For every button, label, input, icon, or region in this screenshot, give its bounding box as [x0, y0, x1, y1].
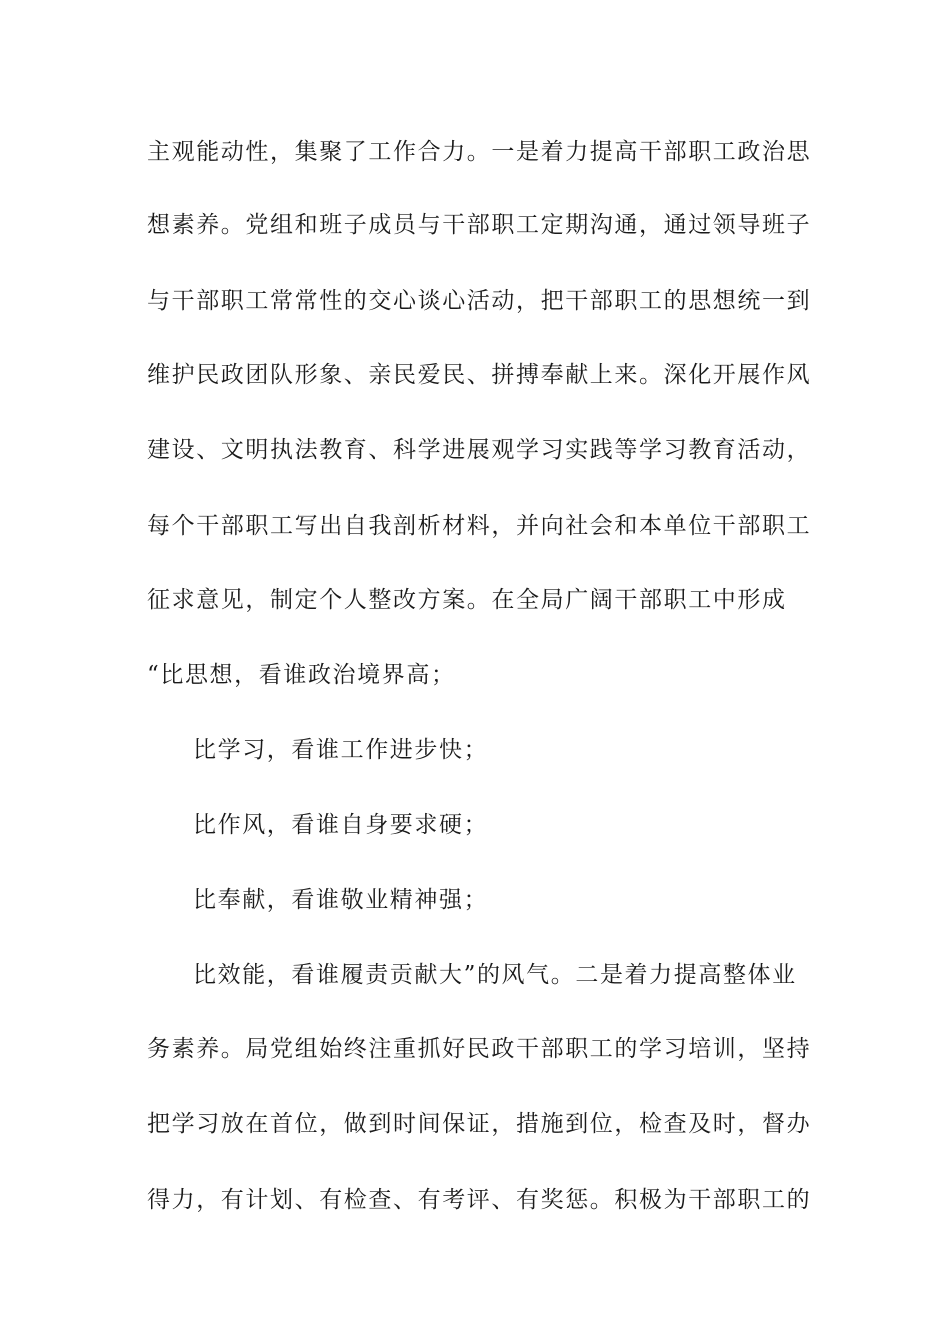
text-line-13: 务素养。局党组始终注重抓好民政干部职工的学习培训，坚持	[147, 1036, 812, 1062]
text-line-10: 比作风，看谁自身要求硬；	[193, 812, 489, 838]
text-line-15: 得力，有计划、有检查、有考评、有奖惩。积极为干部职工的	[147, 1187, 812, 1213]
text-line-14: 把学习放在首位，做到时间保证，措施到位，检查及时，督办	[147, 1111, 812, 1137]
text-line-5: 建设、文明执法教育、科学进展观学习实践等学习教育活动，	[147, 437, 812, 463]
text-line-6: 每个干部职工写出自我剖析材料，并向社会和本单位干部职工	[147, 513, 812, 539]
text-line-8: “比思想，看谁政治境界高；	[147, 662, 456, 688]
text-line-4: 维护民政团队形象、亲民爱民、拼搏奉献上来。深化开展作风	[147, 362, 812, 388]
text-line-2: 想素养。党组和班子成员与干部职工定期沟通，通过领导班子	[147, 212, 812, 238]
text-line-3: 与干部职工常常性的交心谈心活动，把干部职工的思想统一到	[147, 288, 812, 314]
text-line-1: 主观能动性，集聚了工作合力。一是着力提高干部职工政治思	[147, 139, 812, 165]
text-line-7: 征求意见，制定个人整改方案。在全局广阔干部职工中形成	[147, 587, 787, 613]
text-line-9: 比学习，看谁工作进步快；	[193, 737, 489, 763]
text-line-11: 比奉献，看谁敬业精神强；	[193, 887, 489, 913]
text-line-12: 比效能，看谁履责贡献大”的风气。二是着力提高整体业	[193, 962, 797, 988]
